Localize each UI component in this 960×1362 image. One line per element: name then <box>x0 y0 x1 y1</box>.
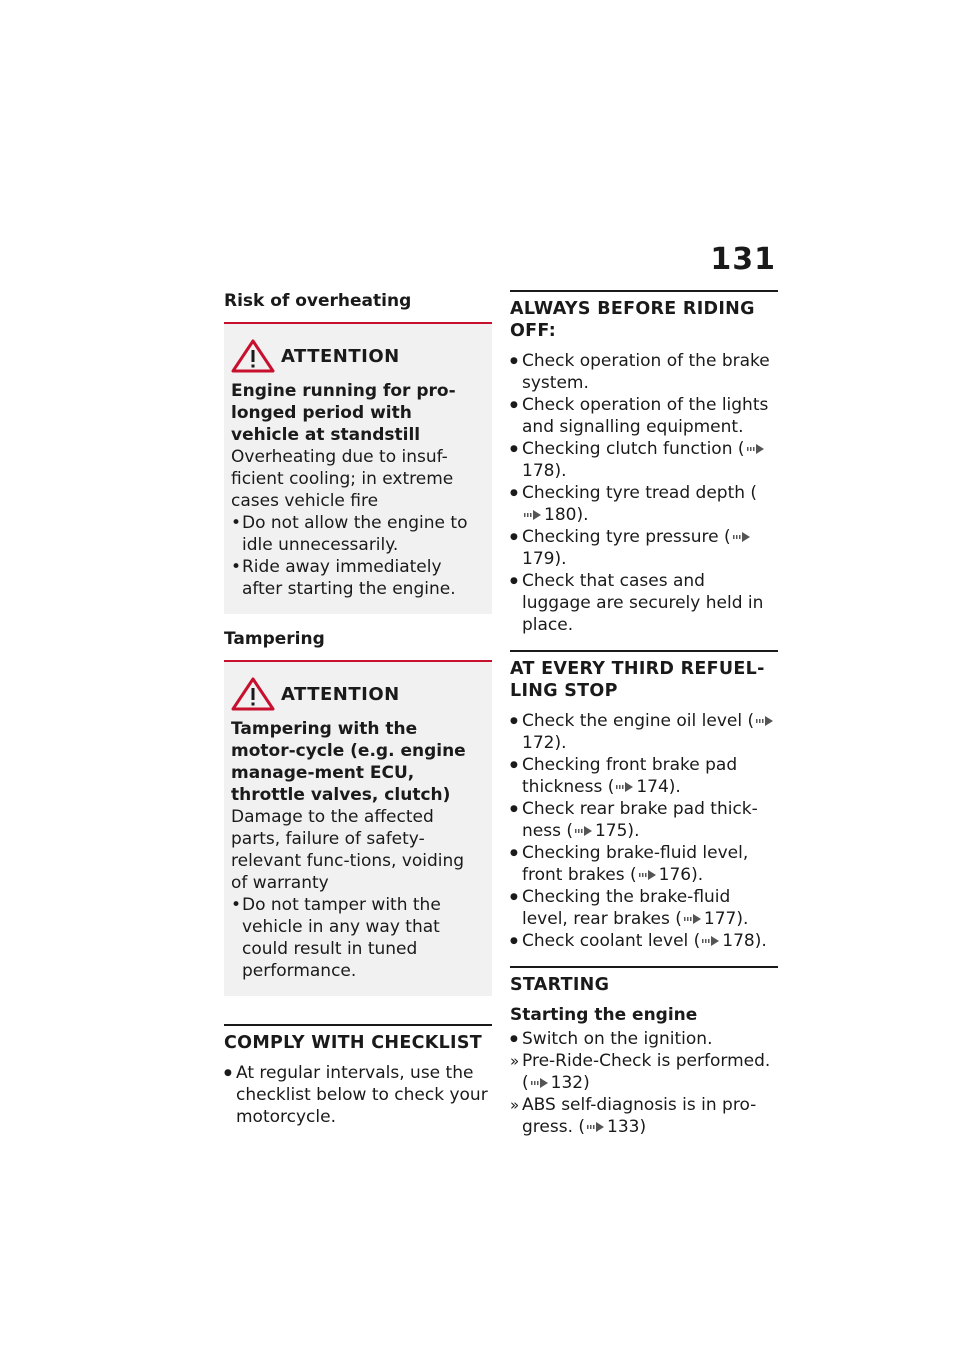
list-item: ● Checking clutch function (178). <box>510 438 778 482</box>
starting-heading: STARTING <box>510 966 778 996</box>
list-item: ● Check that cases and luggage are securely held in place. <box>510 570 778 636</box>
list-item: • Ride away immediately after starting the engine. <box>231 556 484 600</box>
left-column <box>224 290 492 1142</box>
page-reference[interactable]: 175). <box>594 821 640 841</box>
refuelling-heading: AT EVERY THIRD REFUEL-LING STOP <box>510 650 778 702</box>
refuelling-list <box>510 710 778 952</box>
list-item: ● Check operation of the lights and signalling equipment. <box>510 394 778 438</box>
result-item: » ABS self-diagnosis is in pro-gress. ( 133) <box>510 1094 778 1138</box>
list-item: ● Checking the brake-fluid level, rear brakes ( 177). <box>510 886 778 930</box>
list-item: ● Switch on the ignition. <box>510 1028 778 1050</box>
page-reference-arrow-icon <box>755 715 775 727</box>
warning-triangle-icon <box>231 339 275 373</box>
starting-subheading: Starting the engine <box>510 1005 698 1025</box>
list-item: ● Check the engine oil level (172). <box>510 710 778 754</box>
list-item: • Do not allow the engine to idle unnecessarily. <box>231 512 484 556</box>
right-column <box>510 290 778 1152</box>
list-item: ● Check rear brake pad thick-ness ( 175). <box>510 798 778 842</box>
warning-header <box>231 338 484 374</box>
list-item: ● Checking front brake pad thickness ( 174). <box>510 754 778 798</box>
page-reference-arrow-icon <box>615 781 635 793</box>
warning-actions <box>231 512 484 600</box>
before-riding-list <box>510 350 778 636</box>
page-reference-arrow-icon <box>586 1121 606 1133</box>
page-reference-arrow-icon <box>683 913 703 925</box>
page-reference-arrow-icon <box>746 443 766 455</box>
warning-consequence: Overheating due to insuf-ficient cooling; in extreme cases vehicle fire <box>231 447 454 511</box>
checklist-heading: COMPLY WITH CHECKLIST <box>224 1024 492 1054</box>
list-item: ● At regular intervals, use the checklist below to check your motorcycle. <box>224 1062 492 1128</box>
warning-title: ATTENTION <box>281 345 400 367</box>
warning-header <box>231 676 484 712</box>
page-reference[interactable]: 178). <box>722 931 767 951</box>
warning-actions <box>231 894 484 982</box>
page-reference-arrow-icon <box>574 825 594 837</box>
starting-steps <box>510 1028 778 1050</box>
page-reference[interactable]: 179). <box>522 549 567 569</box>
before-riding-heading: ALWAYS BEFORE RIDING OFF: <box>510 290 778 342</box>
page-reference[interactable]: 177). <box>703 909 749 929</box>
overheating-warning-box <box>224 322 492 614</box>
page-reference-arrow-icon <box>701 935 721 947</box>
page-reference-arrow-icon <box>638 869 658 881</box>
page-reference-arrow-icon <box>530 1077 550 1089</box>
warning-triangle-icon <box>231 677 275 711</box>
warning-hazard: Engine running for pro-longed period with vehicle at standstill <box>231 381 456 445</box>
page-reference[interactable]: 132) <box>550 1073 590 1093</box>
result-item: » Pre-Ride-Check is performed. ( 132) <box>510 1050 778 1094</box>
list-item: ● Checking brake-fluid level, front brakes ( 176). <box>510 842 778 886</box>
page-reference-arrow-icon <box>732 531 752 543</box>
page-reference[interactable]: 180). <box>544 505 589 525</box>
warning-title: ATTENTION <box>281 683 400 705</box>
list-item: • Do not tamper with the vehicle in any way that could result in tuned performance. <box>231 894 484 982</box>
page-reference[interactable]: 174). <box>636 777 681 797</box>
list-item: ● Check operation of the brake system. <box>510 350 778 394</box>
page-reference-arrow-icon <box>523 509 543 521</box>
tampering-warning-box <box>224 660 492 996</box>
page-reference[interactable]: 178). <box>522 461 567 481</box>
checklist-list <box>224 1062 492 1128</box>
page-reference[interactable]: 176). <box>658 865 704 885</box>
warning-hazard: Tampering with the motor-cycle (e.g. engine manage-ment ECU, throttle valves, clutch) <box>231 719 466 805</box>
page-reference[interactable]: 133) <box>607 1117 647 1137</box>
list-item: ● Check coolant level ( 178). <box>510 930 778 952</box>
list-item: ● Checking tyre pressure (179). <box>510 526 778 570</box>
page-number: 131 <box>710 242 776 277</box>
warning-consequence: Damage to the affected parts, failure of safety-relevant func-tions, voiding of warranty <box>231 807 465 893</box>
overheating-heading: Risk of overheating <box>224 291 412 311</box>
starting-results <box>510 1050 778 1138</box>
tampering-heading: Tampering <box>224 629 325 649</box>
page-reference[interactable]: 172). <box>522 733 567 753</box>
list-item: ● Checking tyre tread depth (180). <box>510 482 778 526</box>
